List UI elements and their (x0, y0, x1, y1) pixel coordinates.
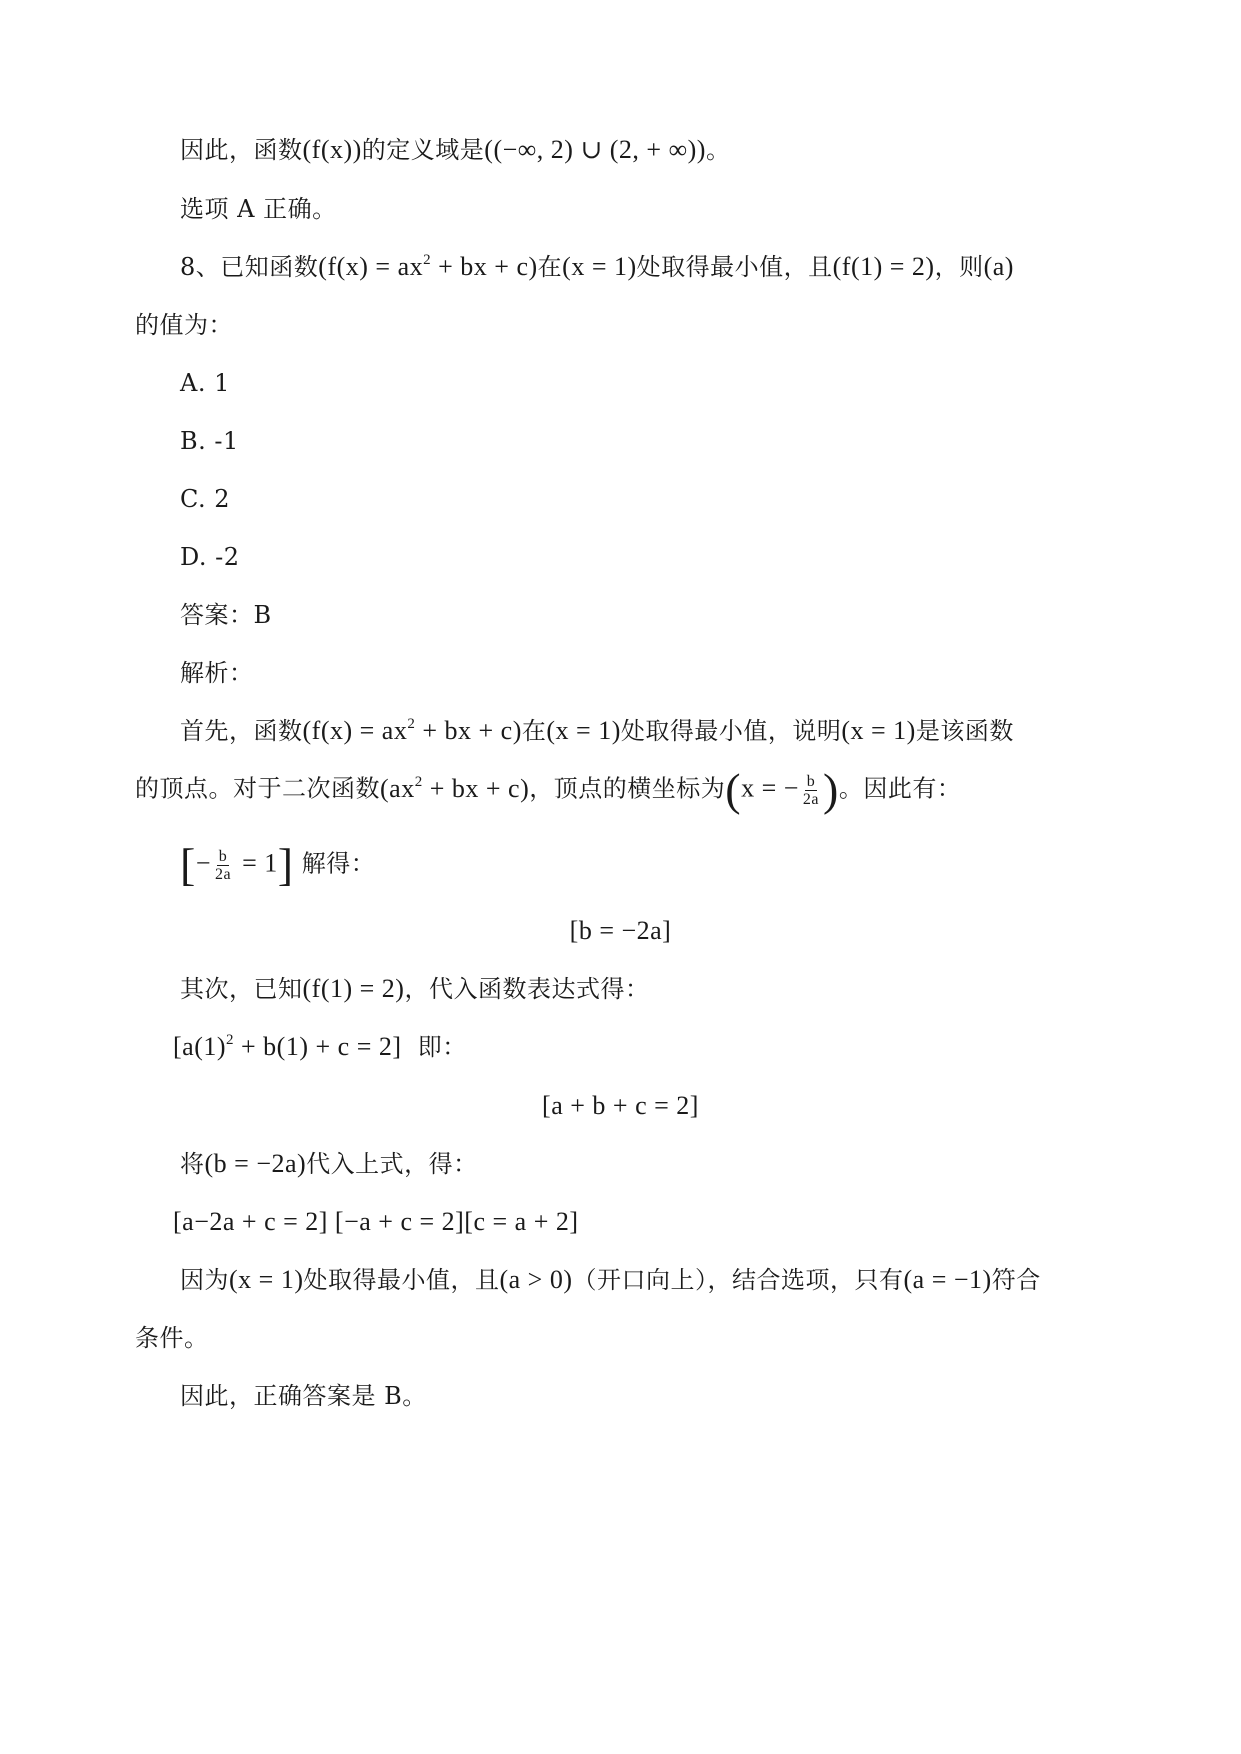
text: 是该函数 (915, 717, 1014, 745)
text: 代入上式，得： (306, 1150, 478, 1178)
math-expr: x = − (741, 773, 799, 803)
equation-chain: [a−2a + c = 2] [−a + c = 2][c = a + 2] (173, 1207, 579, 1236)
text: 符合 (991, 1266, 1041, 1294)
text: ，代入函数表达式得： (404, 975, 650, 1003)
math-expr (380, 774, 529, 803)
text: 即： (417, 1033, 467, 1061)
text-line-domain (180, 135, 730, 165)
fraction (213, 848, 233, 883)
text: 8、已知函数 (180, 253, 319, 281)
math-expr (303, 716, 522, 745)
text: 。 (705, 136, 731, 164)
exponent: 2 (226, 1032, 235, 1048)
equation-b: [b = −2a] (569, 916, 672, 945)
option-d: D. -2 (180, 543, 240, 571)
math-expr: (a = −1) (903, 1265, 992, 1294)
text: ，顶点的横坐标为 (529, 774, 726, 803)
denominator: 2a (802, 790, 819, 808)
right-bracket: ] (277, 839, 294, 890)
analysis-step-1-cont (135, 764, 962, 815)
math-expr: ((−∞, 2) ∪ (2, + ∞)) (484, 135, 706, 164)
exponent: 2 (423, 252, 432, 268)
math-expr: (a) (983, 252, 1014, 281)
equation-substitute (173, 1032, 467, 1062)
analysis-step-4-cont: 条件。 (135, 1324, 209, 1352)
numerator: b (806, 772, 816, 790)
fraction (801, 773, 821, 808)
text: 因此，函数 (180, 136, 303, 164)
equation-vertex (180, 839, 376, 890)
math-expr: (x = 1) (229, 1265, 304, 1294)
question-8-cont: 的值为： (135, 311, 233, 339)
math-part: + bx + c) (422, 773, 530, 803)
answer: 答案：B (180, 601, 272, 629)
text: 将 (180, 1150, 205, 1178)
analysis-step-1 (180, 716, 1014, 746)
math-part: (f(x) = ax (302, 716, 408, 745)
analysis-step-2 (180, 974, 649, 1004)
math-expr: (b = −2a) (204, 1149, 307, 1178)
math-part: + bx + c) (415, 716, 522, 745)
math-part: + b(1) + c = 2] (234, 1032, 402, 1061)
left-bracket: [ (180, 839, 196, 890)
math-part: [a(1) (173, 1032, 227, 1061)
option-b: B. -1 (180, 427, 239, 455)
text: 解得： (301, 849, 376, 878)
analysis-step-4 (180, 1265, 1041, 1295)
text: 的定义域是 (361, 136, 485, 164)
text: 处取得最小值，且 (303, 1266, 500, 1294)
text: 的顶点。对于二次函数 (135, 774, 380, 803)
text: 在 (537, 253, 563, 281)
numerator: b (218, 847, 228, 865)
math-part: (ax (380, 773, 415, 803)
math-expr (173, 1032, 402, 1061)
math-expr: (a > 0) (499, 1265, 573, 1294)
analysis-step-3 (180, 1149, 478, 1179)
math-expr: (x = 1) (841, 716, 916, 745)
text: （开口向上），结合选项，只有 (572, 1266, 904, 1294)
math-expr: (x = 1) (546, 716, 621, 745)
math-expr (318, 252, 537, 281)
text: 处取得最小值，说明 (620, 717, 842, 745)
math-expr: = 1 (235, 848, 278, 878)
right-paren: ) (823, 764, 839, 815)
math-expr: − (195, 848, 211, 878)
question-8 (180, 252, 1014, 282)
math-part: + bx + c) (431, 252, 538, 281)
text: 。因此有： (838, 774, 962, 803)
left-paren: ( (725, 764, 742, 815)
text: 首先，函数 (180, 717, 303, 745)
final-answer: 因此，正确答案是 B。 (180, 1382, 427, 1410)
text: 因为 (180, 1266, 229, 1294)
text-line-option-a-correct: 选项 A 正确。 (180, 195, 337, 223)
denominator: 2a (215, 865, 232, 883)
analysis-heading: 解析： (180, 659, 254, 687)
option-a: A. 1 (180, 369, 230, 397)
exponent: 2 (414, 773, 423, 790)
text: 在 (521, 717, 547, 745)
math-expr: (f(1) = 2) (302, 974, 405, 1003)
option-c: C. 2 (180, 485, 231, 513)
equation-sum: [a + b + c = 2] (542, 1091, 699, 1120)
text: 其次，已知 (180, 975, 303, 1003)
math-part: (f(x) = ax (318, 252, 424, 281)
math-expr: (x = 1) (562, 252, 637, 281)
math-expr: (f(1) = 2) (832, 252, 935, 281)
exponent: 2 (407, 716, 416, 732)
text: 处取得最小值，且 (636, 253, 833, 281)
math-expr: (f(x)) (302, 135, 362, 164)
text: ，则 (934, 253, 984, 281)
